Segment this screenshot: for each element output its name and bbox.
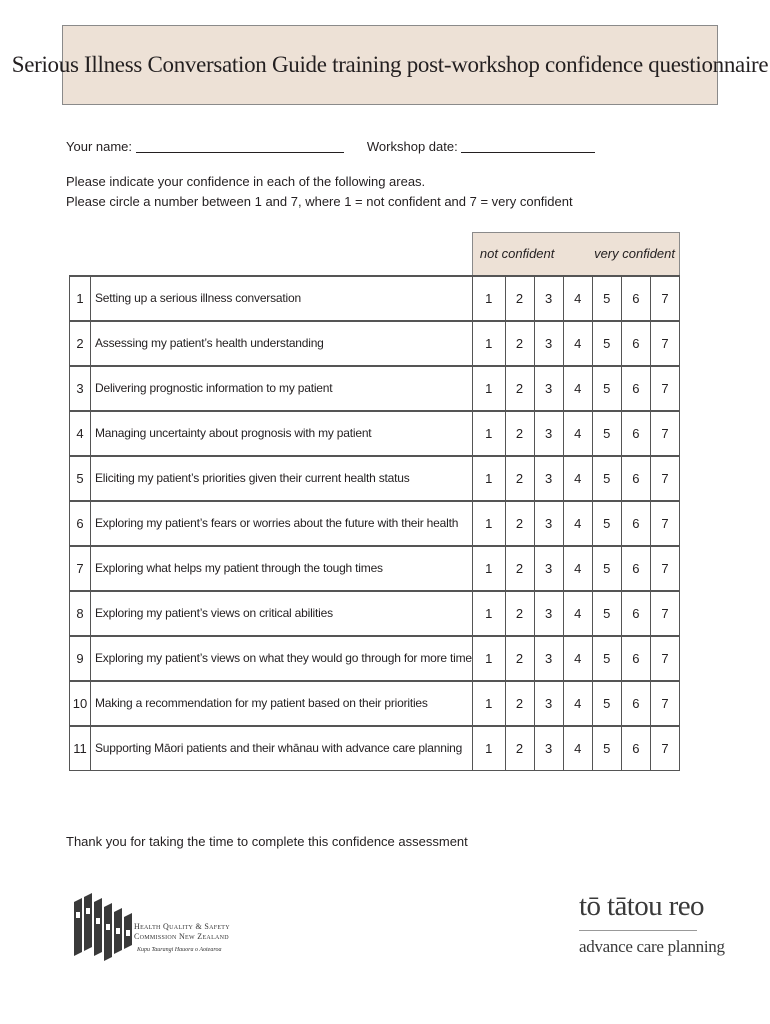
rating-option-5[interactable]: 5	[592, 546, 621, 591]
question-text: Managing uncertainty about prognosis with my patient	[91, 411, 473, 456]
scale-header	[472, 233, 679, 276]
question-number: 7	[70, 546, 91, 591]
question-number: 5	[70, 456, 91, 501]
rating-option-2[interactable]: 2	[505, 591, 534, 636]
question-row	[70, 681, 680, 726]
question-row	[70, 276, 680, 321]
rating-option-7[interactable]: 7	[650, 681, 679, 726]
rating-option-6[interactable]: 6	[621, 681, 650, 726]
question-text: Delivering prognostic information to my patient	[91, 366, 473, 411]
rating-option-1[interactable]: 1	[472, 726, 505, 771]
question-text: Exploring my patient’s views on critical abilities	[91, 591, 473, 636]
rating-option-2[interactable]: 2	[505, 366, 534, 411]
rating-option-5[interactable]: 5	[592, 321, 621, 366]
rating-option-3[interactable]: 3	[534, 366, 563, 411]
rating-option-1[interactable]: 1	[472, 636, 505, 681]
rating-option-2[interactable]: 2	[505, 636, 534, 681]
rating-option-7[interactable]: 7	[650, 636, 679, 681]
rating-option-3[interactable]: 3	[534, 546, 563, 591]
rating-option-6[interactable]: 6	[621, 591, 650, 636]
rating-option-4[interactable]: 4	[563, 411, 592, 456]
name-label: Your name:	[66, 139, 133, 154]
rating-option-3[interactable]: 3	[534, 726, 563, 771]
tatou-reo-logo	[579, 890, 725, 957]
rating-option-7[interactable]: 7	[650, 726, 679, 771]
tatou-reo-title: tō tātou reo	[579, 890, 704, 922]
rating-option-3[interactable]: 3	[534, 321, 563, 366]
rating-option-7[interactable]: 7	[650, 456, 679, 501]
rating-option-6[interactable]: 6	[621, 501, 650, 546]
question-number: 9	[70, 636, 91, 681]
rating-option-4[interactable]: 4	[563, 501, 592, 546]
rating-option-4[interactable]: 4	[563, 546, 592, 591]
hqsc-line-3: Kupu Taurangi Hauora o Aotearoa	[137, 947, 222, 953]
rating-option-3[interactable]: 3	[534, 591, 563, 636]
rating-option-4[interactable]: 4	[563, 456, 592, 501]
rating-option-3[interactable]: 3	[534, 681, 563, 726]
question-number: 11	[70, 726, 91, 771]
rating-option-2[interactable]: 2	[505, 501, 534, 546]
rating-option-5[interactable]: 5	[592, 501, 621, 546]
question-text: Exploring my patient’s fears or worries about the future with their health	[91, 501, 473, 546]
rating-option-6[interactable]: 6	[621, 366, 650, 411]
rating-option-4[interactable]: 4	[563, 726, 592, 771]
rating-option-5[interactable]: 5	[592, 456, 621, 501]
thank-you-note: Thank you for taking the time to complete this confidence assessment	[66, 834, 468, 849]
header-fields	[66, 139, 595, 154]
rating-option-5[interactable]: 5	[592, 636, 621, 681]
hqsc-line-1: Health Quality & Safety	[134, 922, 230, 931]
rating-option-2[interactable]: 2	[505, 321, 534, 366]
question-row	[70, 501, 680, 546]
rating-option-2[interactable]: 2	[505, 456, 534, 501]
rating-option-5[interactable]: 5	[592, 276, 621, 321]
rating-option-3[interactable]: 3	[534, 636, 563, 681]
logo-divider	[579, 930, 697, 931]
scale-header-row	[70, 233, 680, 276]
rating-option-6[interactable]: 6	[621, 411, 650, 456]
rating-option-3[interactable]: 3	[534, 411, 563, 456]
rating-option-6[interactable]: 6	[621, 636, 650, 681]
rating-option-4[interactable]: 4	[563, 591, 592, 636]
rating-option-7[interactable]: 7	[650, 591, 679, 636]
rating-option-2[interactable]: 2	[505, 681, 534, 726]
rating-option-1[interactable]: 1	[472, 411, 505, 456]
rating-option-1[interactable]: 1	[472, 591, 505, 636]
question-row	[70, 321, 680, 366]
rating-option-3[interactable]: 3	[534, 456, 563, 501]
rating-option-6[interactable]: 6	[621, 546, 650, 591]
rating-option-5[interactable]: 5	[592, 681, 621, 726]
rating-option-1[interactable]: 1	[472, 501, 505, 546]
instruction-line-2: Please circle a number between 1 and 7, where 1 = not confident and 7 = very confident	[66, 194, 573, 209]
workshop-date-label: Workshop date:	[366, 139, 458, 154]
rating-option-1[interactable]: 1	[472, 681, 505, 726]
rating-option-5[interactable]: 5	[592, 726, 621, 771]
question-row	[70, 636, 680, 681]
rating-option-3[interactable]: 3	[534, 276, 563, 321]
instructions	[66, 172, 573, 212]
question-text: Making a recommendation for my patient based on their priorities	[91, 681, 473, 726]
rating-option-6[interactable]: 6	[621, 321, 650, 366]
rating-option-7[interactable]: 7	[650, 411, 679, 456]
question-row	[70, 456, 680, 501]
name-field[interactable]	[136, 140, 344, 153]
rating-option-1[interactable]: 1	[472, 366, 505, 411]
rating-option-4[interactable]: 4	[563, 636, 592, 681]
question-text: Supporting Māori patients and their whānau with advance care planning	[91, 726, 473, 771]
question-number: 6	[70, 501, 91, 546]
rating-option-4[interactable]: 4	[563, 366, 592, 411]
rating-option-4[interactable]: 4	[563, 321, 592, 366]
question-text: Assessing my patient’s health understanding	[91, 321, 473, 366]
question-number: 4	[70, 411, 91, 456]
rating-option-2[interactable]: 2	[505, 276, 534, 321]
question-number: 2	[70, 321, 91, 366]
question-row	[70, 726, 680, 771]
question-row	[70, 366, 680, 411]
rating-option-7[interactable]: 7	[650, 276, 679, 321]
rating-option-7[interactable]: 7	[650, 321, 679, 366]
rating-option-2[interactable]: 2	[505, 546, 534, 591]
rating-option-4[interactable]: 4	[563, 276, 592, 321]
instruction-line-1: Please indicate your confidence in each of the following areas.	[66, 174, 426, 189]
rating-option-1[interactable]: 1	[472, 546, 505, 591]
workshop-date-field[interactable]	[461, 140, 595, 153]
hqsc-logo-text	[134, 922, 230, 953]
question-number: 10	[70, 681, 91, 726]
question-number: 1	[70, 276, 91, 321]
question-row	[70, 411, 680, 456]
question-row	[70, 591, 680, 636]
rating-option-5[interactable]: 5	[592, 366, 621, 411]
question-text: Setting up a serious illness conversation	[91, 276, 473, 321]
page-title: Serious Illness Conversation Guide training post-workshop confidence questionnaire	[11, 52, 769, 77]
question-number: 3	[70, 366, 91, 411]
rating-option-5[interactable]: 5	[592, 411, 621, 456]
rating-option-6[interactable]: 6	[621, 726, 650, 771]
rating-option-2[interactable]: 2	[505, 411, 534, 456]
not-confident-label: not confident	[479, 246, 555, 262]
hqsc-line-2: Commission New Zealand	[134, 932, 229, 941]
rating-option-1[interactable]: 1	[472, 321, 505, 366]
question-text: Exploring my patient’s views on what they would go through for more time	[91, 636, 473, 681]
rating-option-6[interactable]: 6	[621, 456, 650, 501]
rating-option-6[interactable]: 6	[621, 276, 650, 321]
rating-option-4[interactable]: 4	[563, 681, 592, 726]
question-number: 8	[70, 591, 91, 636]
very-confident-label: very confident	[594, 246, 675, 262]
rating-option-3[interactable]: 3	[534, 501, 563, 546]
rating-option-7[interactable]: 7	[650, 501, 679, 546]
rating-option-7[interactable]: 7	[650, 366, 679, 411]
rating-option-2[interactable]: 2	[505, 726, 534, 771]
advance-care-planning-label: advance care planning	[579, 937, 725, 956]
question-row	[70, 546, 680, 591]
question-text: Exploring what helps my patient through the tough times	[91, 546, 473, 591]
rating-option-5[interactable]: 5	[592, 591, 621, 636]
rating-option-1[interactable]: 1	[472, 456, 505, 501]
title-banner	[11, 25, 769, 105]
questionnaire-table	[69, 232, 680, 771]
question-text: Eliciting my patient’s priorities given their current health status	[91, 456, 473, 501]
rating-option-1[interactable]: 1	[472, 276, 505, 321]
rating-option-7[interactable]: 7	[650, 546, 679, 591]
